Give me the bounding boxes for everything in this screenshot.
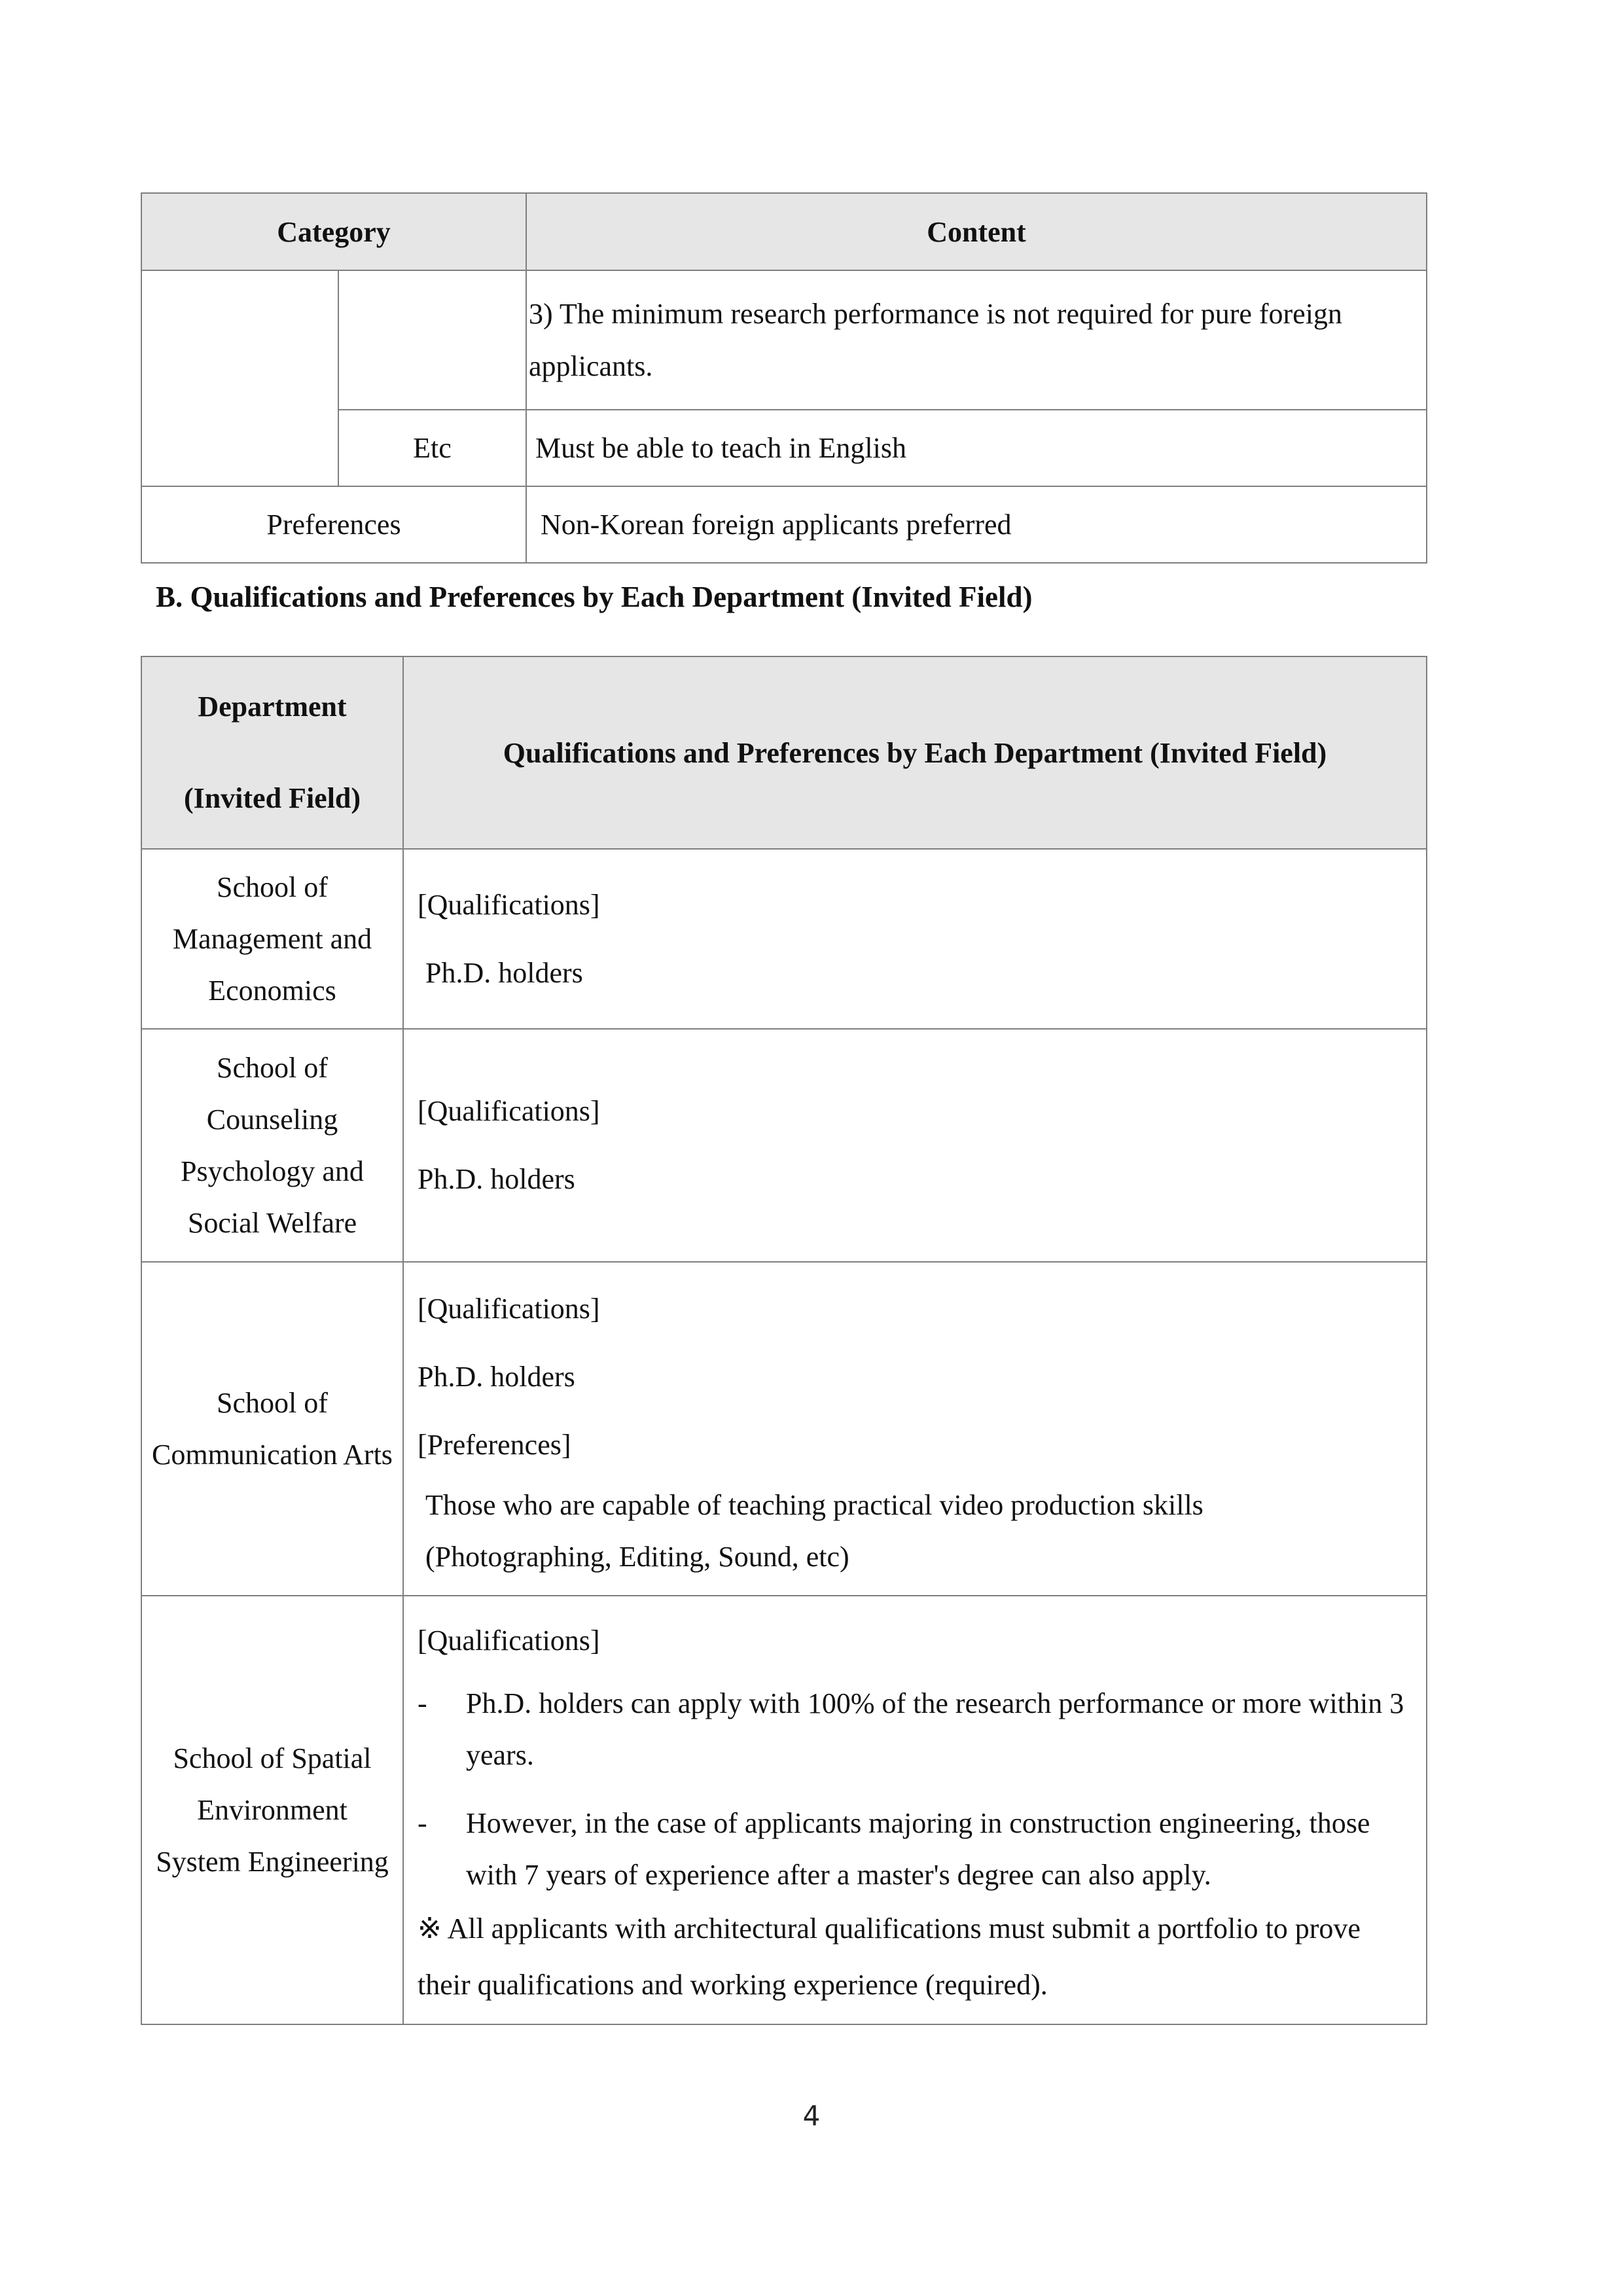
qualifications-cell <box>403 849 1427 1029</box>
preferences-text: Those who are capable of teaching practical video production skills (Photographing, Editing, Sound, etc) <box>425 1489 1204 1573</box>
qualifications-label: [Qualifications] <box>418 888 600 921</box>
preferences-content: Non-Korean foreign applicants preferred <box>526 486 1427 563</box>
etc-content: Must be able to teach in English <box>526 410 1427 486</box>
department-name: School of Spatial Environment System Engineering <box>141 1596 403 2024</box>
category-empty-cell <box>141 270 338 486</box>
department-name: School of Management and Economics <box>141 849 403 1029</box>
table-row <box>141 1596 1427 2024</box>
qualifications-label: [Qualifications] <box>418 1095 600 1127</box>
qualifications-label: [Qualifications] <box>418 1293 600 1325</box>
department-header-line1: Department <box>198 691 347 723</box>
qualifications-header: Qualifications and Preferences by Each Department (Invited Field) <box>403 656 1427 849</box>
preferences-label: [Preferences] <box>418 1429 571 1461</box>
subcategory-empty-cell <box>338 270 526 410</box>
department-name: School of Communication Arts <box>141 1262 403 1596</box>
list-dash: - <box>418 1807 427 1839</box>
qualifications-cell <box>403 1029 1427 1262</box>
qualifications-cell <box>403 1596 1427 2024</box>
portfolio-note: ※ All applicants with architectural qualifications must submit a portfolio to prove their qualifications and working experience (required). <box>418 1912 1361 2001</box>
preferences-label: Preferences <box>141 486 526 563</box>
list-dash: - <box>418 1687 427 1719</box>
qualifications-text: Ph.D. holders <box>425 956 583 989</box>
category-content-table <box>141 192 1427 564</box>
content-header: Content <box>526 193 1427 270</box>
list-item-text: Ph.D. holders can apply with 100% of the research performance or more within 3 years. <box>466 1687 1404 1771</box>
qualifications-cell <box>403 1262 1427 1596</box>
category-header: Category <box>141 193 526 270</box>
table-row <box>141 1029 1427 1262</box>
department-header-line2: (Invited Field) <box>183 782 361 814</box>
table-row <box>141 1262 1427 1596</box>
research-performance-content: 3) The minimum research performance is not required for pure foreign applicants. <box>526 270 1427 410</box>
department-name: School of Counseling Psychology and Social Welfare <box>141 1029 403 1262</box>
department-qualifications-table <box>141 656 1427 2025</box>
table-row <box>141 849 1427 1029</box>
qualifications-text: Ph.D. holders <box>418 1361 575 1393</box>
list-item <box>418 1797 1418 1901</box>
section-b-heading: B. Qualifications and Preferences by Each Department (Invited Field) <box>156 581 1033 613</box>
qualifications-text: Ph.D. holders <box>418 1163 575 1195</box>
qualifications-label: [Qualifications] <box>418 1624 600 1657</box>
page-number: 4 <box>802 2100 821 2132</box>
list-item-text: However, in the case of applicants majoring in construction engineering, those with 7 years of experience after a master's degree can also apply. <box>466 1807 1370 1891</box>
etc-label: Etc <box>338 410 526 486</box>
list-item <box>418 1677 1418 1781</box>
department-header <box>141 656 403 849</box>
